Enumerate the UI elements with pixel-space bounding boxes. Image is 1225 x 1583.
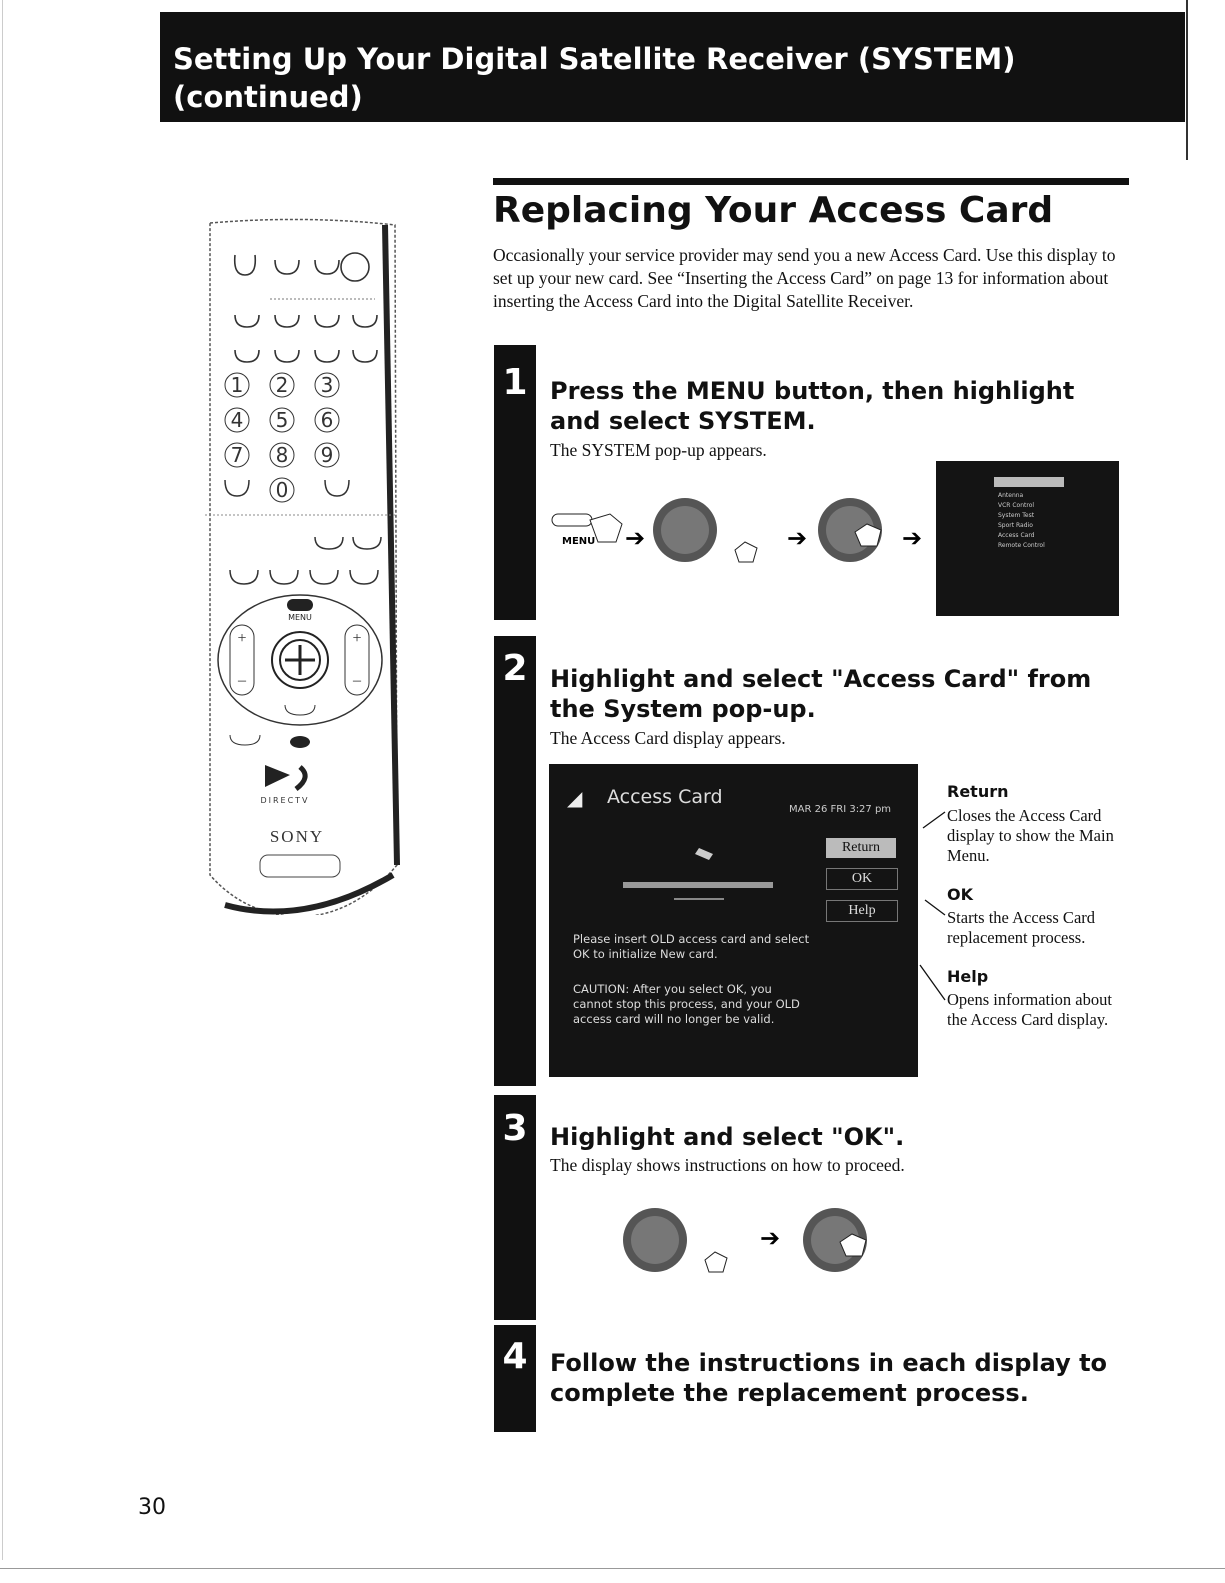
system-popup-list xyxy=(998,491,1068,551)
arrow-icon: ➔ xyxy=(902,526,923,552)
screen-message: Please insert OLD access card and select OK to initialize New card. xyxy=(573,932,810,961)
step-3-heading: Highlight and select "OK". xyxy=(550,1123,905,1151)
popup-item: System Test xyxy=(998,512,1035,519)
remote-control-illustration xyxy=(205,215,405,920)
help-button[interactable]: Help xyxy=(826,900,898,922)
section-title: Replacing Your Access Card xyxy=(493,190,1054,231)
key-4: 4 xyxy=(230,408,244,432)
arrow-icon: ➔ xyxy=(787,526,808,552)
page-edge-line xyxy=(1186,0,1188,160)
svg-text:–: – xyxy=(238,672,246,689)
popup-item: Remote Control xyxy=(998,542,1045,549)
step-3-graphic xyxy=(610,1200,890,1295)
hand-icon xyxy=(705,1252,727,1272)
ok-button[interactable]: OK xyxy=(826,868,898,890)
step-4-number: 4 xyxy=(502,1336,528,1377)
popup-item: Antenna xyxy=(998,492,1024,499)
section-intro: Occasionally your service provider may send you a new Access Card. Use this display to set up your new card. See “Inserting the Access Card” on page 13 for information about inserting the Access Card into the Digital Satellite Receiver. xyxy=(493,245,1116,311)
page-edge-line xyxy=(2,0,3,1560)
callout-return-heading: Return xyxy=(947,782,1009,801)
callout-help-heading: Help xyxy=(947,967,989,986)
step-2-body: The Access Card display appears. xyxy=(550,728,786,748)
key-5: 5 xyxy=(275,408,289,432)
popup-item: Sport Radio xyxy=(998,522,1033,529)
popup-item: VCR Control xyxy=(998,502,1035,509)
remote-icon xyxy=(205,215,405,915)
popup-item: Access Card xyxy=(998,532,1035,539)
key-7: 7 xyxy=(230,443,244,467)
satellite-dish-icon: ◢ xyxy=(567,788,583,810)
svg-text:+: + xyxy=(352,630,362,647)
key-3: 3 xyxy=(320,373,334,397)
system-popup-screen xyxy=(936,461,1119,616)
access-card-screen xyxy=(549,764,918,1077)
section-rule xyxy=(493,178,1129,185)
key-9: 9 xyxy=(320,443,334,467)
screen-caution: CAUTION: After you select OK, you cannot stop this process, and your OLD access card will no longer be valid. xyxy=(573,982,800,1026)
step-3-number: 3 xyxy=(502,1108,528,1149)
card-insert-illustration xyxy=(619,840,779,910)
step-4-heading: Follow the instructions in each display to complete the replacement process. xyxy=(550,1349,1108,1407)
screen-date: MAR 26 FRI 3:27 pm xyxy=(789,804,892,815)
page-bottom-line xyxy=(0,1568,1225,1569)
step-1-graphic xyxy=(550,490,940,575)
screen-title: Access Card xyxy=(607,786,723,808)
menu-key-label: MENU xyxy=(288,613,312,622)
popup-highlight-bar xyxy=(994,477,1064,487)
step-1-body: The SYSTEM pop-up appears. xyxy=(550,440,767,460)
page-header-title: Setting Up Your Digital Satellite Receiver (SYSTEM) (continued) xyxy=(173,42,1016,114)
key-6: 6 xyxy=(320,408,334,432)
step-2-heading: Highlight and select "Access Card" from the System pop-up. xyxy=(550,665,1092,723)
step-1-heading: Press the MENU button, then highlight and select SYSTEM. xyxy=(550,377,1075,435)
svg-text:–: – xyxy=(353,672,361,689)
page-number: 30 xyxy=(138,1495,166,1520)
step-1-number: 1 xyxy=(502,362,528,403)
callout-help-text: Opens information about the Access Card display. xyxy=(947,990,1112,1029)
arrow-icon: ➔ xyxy=(760,1226,781,1252)
step-2-bar xyxy=(494,636,536,1086)
key-2: 2 xyxy=(275,373,289,397)
menu-button-label: MENU xyxy=(562,536,596,547)
key-8: 8 xyxy=(275,443,289,467)
arrow-icon: ➔ xyxy=(625,526,646,552)
callout-ok-heading: OK xyxy=(947,885,973,904)
sony-logo: SONY xyxy=(269,827,325,846)
hand-icon xyxy=(735,542,757,562)
step-2-number: 2 xyxy=(502,648,528,689)
callout-return-text: Closes the Access Card display to show the Main Menu. xyxy=(947,806,1114,865)
key-0: 0 xyxy=(275,478,289,502)
callout-ok-text: Starts the Access Card replacement process. xyxy=(947,908,1096,947)
svg-text:+: + xyxy=(237,630,247,647)
key-1: 1 xyxy=(230,373,244,397)
directv-logo-text: DIRECTV xyxy=(260,796,310,805)
return-button[interactable]: Return xyxy=(826,838,896,858)
step-3-body: The display shows instructions on how to proceed. xyxy=(550,1155,905,1175)
